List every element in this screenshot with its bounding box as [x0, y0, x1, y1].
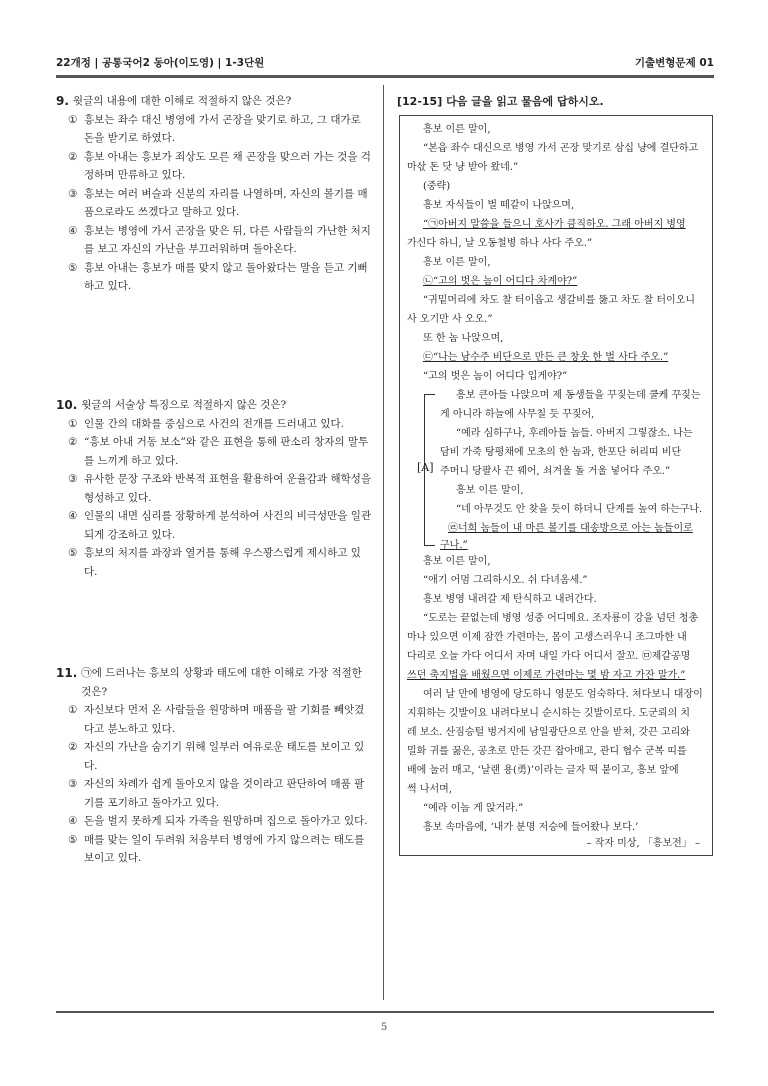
- passage-line: “도로는 끝없는데 병영 성중 어디메요. 조자룡이 강을 넘던 청총: [423, 613, 699, 624]
- passage-line: 밀화 귀를 꿇은, 공초로 만든 갓끈 잡아매고, 관디 협수 군복 띠를: [407, 746, 687, 757]
- header-course-info: 22개정 | 공통국어2 동아(이도영) | 1-3단원: [56, 57, 265, 69]
- passage-box: [399, 115, 713, 856]
- passage-line: 마나 있으면 이제 잠깐 가련마는, 몸이 고생스러우니 조그마한 내: [407, 632, 687, 643]
- question-stem: 윗글의 서술상 특징으로 적절하지 않은 것은?: [81, 399, 287, 411]
- question-stem: ㉠에 드러나는 흥보의 상황과 태도에 대한 이해로 가장 적절한 것은?: [81, 667, 362, 698]
- question-number: 10.: [56, 398, 78, 412]
- passage-line: “예라 이놈 게 앉거라.”: [423, 803, 524, 814]
- passage-line-underlined-a: “㉠아버지 말씀을 들으니 호사가 큼직하오. 그래 아버지 병영: [423, 219, 686, 230]
- option-5[interactable]: ⑤ 흥보의 처지를 과장과 열거를 통해 우스꽝스럽게 제시하고 있다.: [68, 547, 361, 578]
- passage-line-underlined-e: 쓰던 축지법을 배웠으면 이제로 가련마는 몇 밤 자고 가잔 말가.”: [407, 670, 686, 681]
- passage-line: 여러 날 만에 병영에 당도하니 영문도 엄숙하다. 쳐다보니 대장이: [423, 689, 703, 700]
- option-3[interactable]: ③ 자신의 차례가 쉽게 돌아오지 않을 것이라고 판단하여 매품 팔기를 포기하고 돌아가고 있다.: [68, 778, 365, 809]
- passage-source: – 작자 미상, 「흥보전」 –: [586, 838, 700, 849]
- passage-line: 흥보 이른 말이,: [423, 124, 491, 135]
- header-rule: [56, 75, 714, 78]
- question-9: [56, 92, 374, 296]
- option-1[interactable]: ① 흥보는 좌수 대신 병영에 가서 곤장을 맞기로 하고, 그 대가로 돈을 받기로 하였다.: [68, 113, 361, 144]
- page-number: 5: [380, 1022, 388, 1033]
- passage-instruction: [12-15] 다음 글을 읽고 물음에 답하시오.: [397, 95, 604, 108]
- passage-line: 레 보소. 산짐승털 벙거지에 남일광단으로 안을 받쳐, 갓끈 고리와: [407, 727, 690, 738]
- question-10: [56, 396, 374, 581]
- passage-line: “애기 어멈 그리하시오. 쉬 다녀옴세.”: [423, 575, 588, 586]
- bracket-a-label: [A]: [417, 461, 434, 474]
- passage-line: 흥보 속마음에, ‘내가 분명 저승에 들어왔나 보다.’: [423, 822, 639, 833]
- passage-line: 흥보 큰아들 나앉으며 제 동생들을 꾸짖는데 쿨케 꾸짖는: [456, 390, 701, 401]
- question-11: [56, 664, 374, 868]
- option-4[interactable]: ④ 돈을 벌지 못하게 되자 가족을 원망하며 집으로 돌아가고 있다.: [68, 815, 368, 827]
- passage-line: “본읍 좌수 대신으로 병영 가서 곤장 맞기로 삼십 냥에 결단하고: [423, 143, 699, 154]
- option-2[interactable]: ② 흥보 아내는 흥보가 죄상도 모른 채 곤장을 맞으러 가는 것을 걱정하며 만류하고 있다.: [68, 150, 371, 181]
- passage-line-underlined-d: ㉣너희 놈들이 내 마른 볼기를 대송방으로 아는 놈들이로: [448, 523, 693, 534]
- option-3[interactable]: ③ 흥보는 여러 벼슬과 신분의 자리를 나열하며, 자신의 볼기를 매품으로라도 쓰겠다고 말하고 있다.: [68, 187, 368, 218]
- option-5[interactable]: ⑤ 흥보 아내는 흥보가 매를 맞지 않고 돌아왔다는 말을 듣고 기뻐하고 있다.: [68, 261, 368, 292]
- column-divider: [383, 85, 384, 1000]
- question-stem: 윗글의 내용에 대한 이해로 적절하지 않은 것은?: [72, 95, 292, 107]
- passage-line: “고의 벗은 놈이 어디다 입게야?”: [423, 371, 568, 382]
- passage-line: (중략): [423, 181, 451, 192]
- footer-rule: [56, 1011, 714, 1013]
- passage-line: 주머니 당팔사 끈 꿰어, 쇠겨울 돌 거울 넣어다 주오.”: [440, 466, 671, 477]
- option-1[interactable]: ① 인물 간의 대화를 중심으로 사건의 전개를 드러내고 있다.: [68, 417, 344, 430]
- passage-line: 지휘하는 깃발이요 내려다보니 순시하는 깃발이로다. 도군뢰의 치: [407, 708, 691, 719]
- passage-line: 또 한 놈 나앉으며,: [423, 333, 504, 344]
- passage-line: 다리로 오늘 가다 어디서 자며 내일 가다 어디서 잘꼬. ㉤제갈공명: [407, 651, 691, 662]
- passage-line: 구나.”: [440, 540, 468, 551]
- passage-line: 흥보 자식들이 벌 떼같이 나앉으며,: [423, 200, 575, 211]
- passage-line: 흥보 이른 말이,: [456, 485, 524, 496]
- passage-line: 사 오기만 사 오오.”: [407, 314, 493, 325]
- passage-line: 흥보 병영 내려갈 제 탄식하고 내려간다.: [423, 594, 597, 605]
- question-number: 11.: [56, 666, 78, 680]
- passage-line: 가신다 하니, 날 오동철병 하나 사다 주오.”: [407, 238, 593, 249]
- passage-line-underlined-c: ㉢“나는 남수주 비단으로 만든 큰 창옷 한 벌 사다 주오.”: [423, 352, 669, 363]
- passage-line: 배에 눌러 매고, ‘날랜 용(勇)’이라는 글자 떡 붙이고, 흥보 앞에: [407, 765, 679, 776]
- passage-line: 흥보 이른 말이,: [423, 257, 491, 268]
- passage-line: “네 아무것도 안 찾을 듯이 하더니 단계를 높여 하는구나.: [456, 504, 703, 515]
- option-2[interactable]: ② 자신의 가난을 숨기기 위해 일부러 여유로운 태도를 보이고 있다.: [68, 741, 365, 772]
- passage-line: 흥보 이른 말이,: [423, 556, 491, 567]
- passage-line: 담비 가죽 탕평채에 모초의 한 놈과, 한포단 허리띠 비단: [440, 447, 682, 458]
- passage-line: “귀밑머리에 차도 찰 터이옵고 생갈비를 뚫고 차도 찰 터이오니: [423, 295, 696, 306]
- passage-line: 썩 나서며,: [407, 784, 452, 795]
- option-2[interactable]: ② “흥보 아내 거동 보소”와 같은 표현을 통해 판소리 창자의 말투를 느끼게 하고 있다.: [68, 436, 369, 467]
- question-number: 9.: [56, 94, 69, 108]
- option-4[interactable]: ④ 흥보는 병영에 가서 곤장을 맞은 뒤, 다른 사람들의 가난한 처지를 보고 자신의 가난을 부끄러워하며 돌아온다.: [68, 224, 371, 255]
- option-4[interactable]: ④ 인물의 내면 심리를 장황하게 분석하여 사건의 비극성만을 일관되게 강조하고 있다.: [68, 510, 372, 541]
- passage-line: 마삯 돈 닷 냥 받아 왔네.”: [407, 162, 519, 173]
- option-3[interactable]: ③ 유사한 문장 구조와 반복적 표현을 활용하여 운율감과 해학성을 형성하고 있다.: [68, 473, 372, 504]
- header-section-title: 기출변형문제 01: [634, 57, 714, 69]
- option-5[interactable]: ⑤ 매를 맞는 일이 두려워 처음부터 병영에 가지 않으려는 태도를 보이고 있다.: [68, 833, 365, 864]
- option-1[interactable]: ① 자신보다 먼저 온 사람들을 원망하며 매품을 팔 기회를 빼앗겼다고 분노하고 있다.: [68, 704, 365, 735]
- passage-line-underlined-b: ㉡“고의 벗은 놈이 어디다 차계야?”: [423, 276, 578, 287]
- passage-line: 게 아니라 하늘에 사무칠 듯 꾸짖어,: [440, 409, 595, 420]
- passage-line: “예라 심하구나, 후레아들 놈들. 아버지 그렇잖소. 나는: [456, 428, 693, 439]
